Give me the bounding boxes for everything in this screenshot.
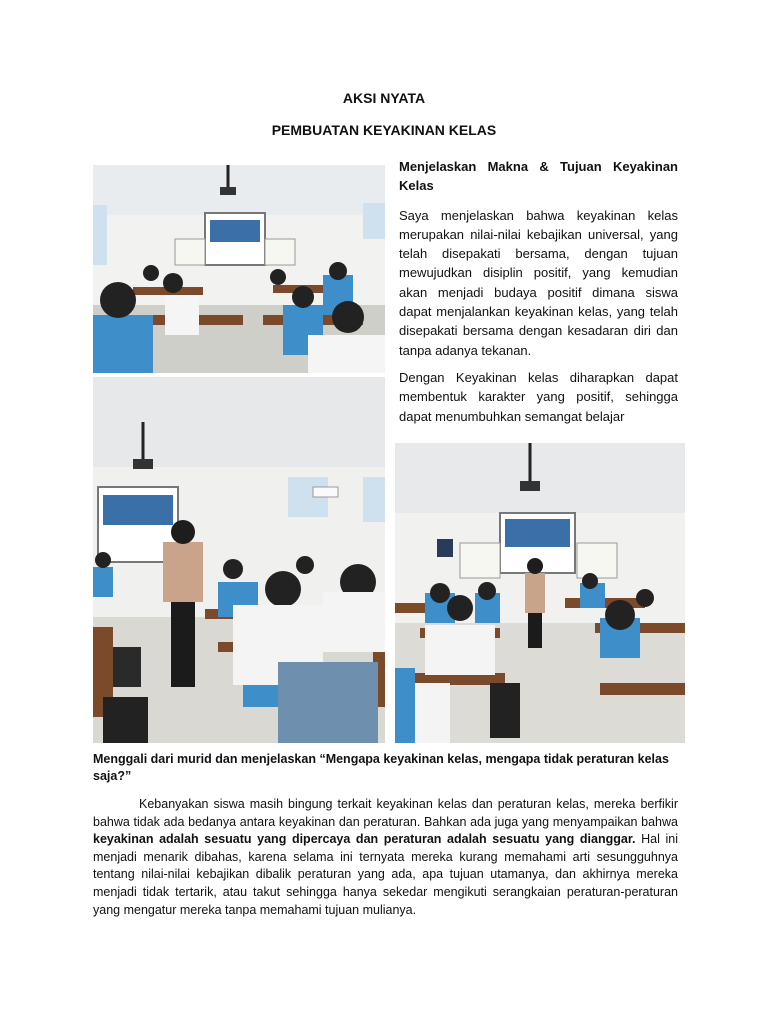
body-text-part-1: Kebanyakan siswa masih bingung terkait keyakinan kelas dan peraturan kelas, mereka berfikir bahwa tidak ada bedanya antara keyakinan dan peraturan. Bahkan ada juga yang menyampaikan bahwa xyxy=(93,797,678,829)
classroom-photo-1 xyxy=(93,165,385,373)
section-heading: Menjelaskan Makna & Tujuan Keyakinan Kelas xyxy=(399,159,678,194)
classroom-photo-3 xyxy=(395,443,685,743)
body-text-part-2: Hal ini menjadi menarik dibahas, karena selama ini ternyata mereka kurang memahami arti sesungguhnya tentang nilai-nilai kebajikan dibalik peraturan yang ada, apa tujuan utamanya, dan akhirnya mereka menjadi tidak tertarik, atau takut sehingga hanya sekedar mengikuti serangkaian peraturan-peraturan yang mengatur mereka tanpa memahami tujuan mulianya. xyxy=(93,832,678,917)
classroom-photo-2 xyxy=(93,377,385,743)
document-title: AKSI NYATA xyxy=(342,90,426,106)
paragraph-2: Dengan Keyakinan kelas diharapkan dapat membentuk karakter yang positif, sehingga dapat menumbuhkan semangat belajar xyxy=(399,369,678,424)
paragraph-1: Saya menjelaskan bahwa keyakinan kelas merupakan nilai-nilai kebajikan universal, yang telah disepakati bersama, dengan tujuan mewujudkan disiplin positif, yang kemudian akan menjadi budaya positif dimana siswa dapat menjalankan keyakinan kelas, yang telah disepakati bersama dengan kesadaran diri dan tanpa adanya tekanan. xyxy=(399,207,678,358)
document-subtitle: PEMBUATAN KEYAKINAN KELAS xyxy=(271,122,497,138)
photo-caption: Menggali dari murid dan menjelaskan “Mengapa keyakinan kelas, mengapa tidak peraturan kelas saja?” xyxy=(93,752,669,783)
body-paragraph xyxy=(93,796,678,919)
right-text-column xyxy=(399,157,678,434)
body-text-bold: keyakinan adalah sesuatu yang dipercaya dan peraturan adalah sesuatu yang dianggar. xyxy=(93,832,636,847)
